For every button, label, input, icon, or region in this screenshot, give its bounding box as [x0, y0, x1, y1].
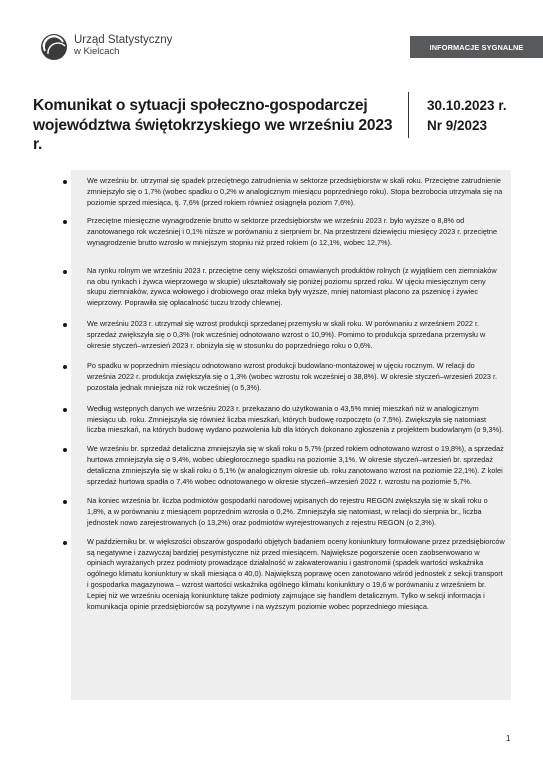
- issue-number: Nr 9/2023: [427, 117, 488, 133]
- title-line-2: województwa świętokrzyskiego we wrześniu 2023 r.: [33, 116, 393, 153]
- document-title: [33, 96, 393, 155]
- logo-location: w Kielcach: [74, 46, 120, 57]
- logo: [40, 33, 172, 61]
- highlight-item: Przeciętne miesięczne wynagrodzenie brutto w sektorze przedsiębiorstw we wrześniu 2023 r. było wyższe o 8,8% od zanotowanego rok wcześniej i 0,1% niższe w porównaniu z sierpniem br. Na przestrzeni dziewięciu miesięcy 2023 r. przeciętne wynagrodzenie brutto wzrosło w mniejszym stopniu niż przed rokiem (o 12,1%, wobec 12,7%).: [71, 216, 511, 248]
- bullet-icon: [63, 500, 67, 504]
- bullet-icon: [63, 408, 67, 412]
- highlights-list: [71, 176, 511, 612]
- highlight-item: Po spadku w poprzednim miesiącu odnotowano wzrost produkcji budowlano-montażowej w ujęciu rocznym. W relacji do września 2022 r. produkcja zwiększyła się o 1,3% (wobec wzrostu rok wcześniej o 38,8%). W okresie styczeń–wrzesień 2023 r. pozostała jednak mniejsza niż rok wcześniej (o 5,3%).: [71, 361, 511, 393]
- bullet-icon: [63, 220, 67, 224]
- highlight-item: We wrześniu br. utrzymał się spadek przeciętnego zatrudnienia w sektorze przedsiębiorstw w skali roku. Przeciętne zatrudnienie zmniejszyło się o 1,7% (wobec spadku o 0,2% w analogicznym miesiącu poprzedniego roku). Stopa bezrobocia utrzymała się na poziomie sprzed miesiąca, tj. 7,6% (przed rokiem również osiągnęła poziom 7,6%).: [71, 176, 511, 208]
- highlight-item: Na koniec września br. liczba podmiotów gospodarki narodowej wpisanych do rejestru REGON zwiększyła się w skali roku o 1,8%, a w porównaniu z miesiącem poprzednim wzrosła o 0,2%. Zmniejszyła się natomiast, w relacji do sierpnia br., liczba jednostek nowo zarejestrowanych (o 13,2%) oraz podmiotów wyrejestrowanych z rejestru REGON (o 2,3%).: [71, 496, 511, 528]
- header-divider: [408, 92, 409, 138]
- title-line-1: Komunikat o sytuacji społeczno-gospodarczej: [33, 97, 368, 114]
- bullet-icon: [63, 270, 67, 274]
- page-number: 1: [506, 734, 511, 743]
- highlight-item: Według wstępnych danych we wrześniu 2023 r. przekazano do użytkowania o 43,5% mniej mieszkań niż w analogicznym miesiącu ub. roku. Zmniejszyła się również liczba mieszkań, których budowę rozpoczęto (o 7,5%). Zwiększyła się natomiast liczba mieszkań, na których budowę wydano pozwolenia lub dla których dokonano zgłoszenia z projektem budowlanym (o 9,3%).: [71, 404, 511, 436]
- logo-name: Urząd Statystyczny: [74, 34, 173, 46]
- publication-date: 30.10.2023 r.: [427, 98, 507, 113]
- highlight-item: We wrześniu br. sprzedaż detaliczna zmniejszyła się w skali roku o 5,7% (przed rokiem odnotowano wzrost o 19,8%), a sprzedaż hurtowa zmniejszyła się o 9,4%, wobec ubiegłorocznego spadku na poziomie 3,1%. W okresie styczeń–wrzesień br. sprzedaż detaliczna zmniejszyła się w skali roku o 5,1% (w analogicznym okresie ub. roku zanotowano wzrost na poziomie 22,1%). Z kolei sprzedaż hurtowa spadła o 7,4% wobec odnotowanego w okresie styczeń–wrzesień 2022 r. wzrostu na poziomie 5,7%.: [71, 444, 511, 487]
- bullet-icon: [63, 448, 67, 452]
- bullet-icon: [63, 365, 67, 369]
- publication-type-badge: INFORMACJE SYGNALNE: [410, 36, 543, 58]
- highlight-item: Na rynku rolnym we wrześniu 2023 r. przeciętne ceny większości omawianych produktów rolnych (z wyjątkiem cen ziemniaków na obu rynkach i żywca wieprzowego w skupie) ukształtowały się poniżej poziomu sprzed roku. W ujęciu miesięcznym ceny skupu ziemniaków, żywca wołowego i drobiowego oraz mleka były wyższe, mniej natomiast płacono za pszenicę i żywiec wieprzowy. Poprawiła się opłacalność tuczu trzody chlewnej.: [71, 266, 511, 309]
- bullet-icon: [63, 541, 67, 545]
- highlight-item: We wrześniu 2023 r. utrzymał się wzrost produkcji sprzedanej przemysłu w skali roku. W porównaniu z wrześniem 2022 r. sprzedaż zwiększyła się o 0,3% (rok wcześniej odnotowano wzrost o 10,9%). Pomimo to produkcja sprzedana przemysłu w okresie styczeń–wrzesień 2023 r. obniżyła się w stosunku do poprzedniego roku o 0,6%.: [71, 319, 511, 351]
- bullet-icon: [63, 323, 67, 327]
- document-meta: [427, 96, 507, 135]
- bullet-icon: [63, 180, 67, 184]
- highlight-item: W październiku br. w większości obszarów gospodarki objętych badaniem oceny koniunktury formułowane przez przedsiębiorców są negatywne i zazwyczaj bardziej pesymistyczne niż przed miesiącem. Największe pogorszenie ocen zaobserwowano w opiniach wyrażanych przez podmioty prowadzące działalność w zakwaterowaniu i gastronomii (spadek wartości wskaźnika ogólnego klimatu koniunktury w skali miesiąca o 40,0). Największą poprawę ocen zanotowano wśród jednostek z sekcji transport i gospodarka magazynowa – wzrost wartości wskaźnika ogólnego klimatu koniunktury o 19,6 w porównaniu z wrześniem br. Lepiej niż we wrześniu oceniają koniunkturę także podmioty zajmujące się handlem detalicznym. Tylko w sekcji informacja i komunikacja opinie przedsiębiorców są pozytywne i na wyższym poziomie wobec poprzedniego miesiąca.: [71, 537, 511, 613]
- logo-emblem-icon: [40, 33, 68, 61]
